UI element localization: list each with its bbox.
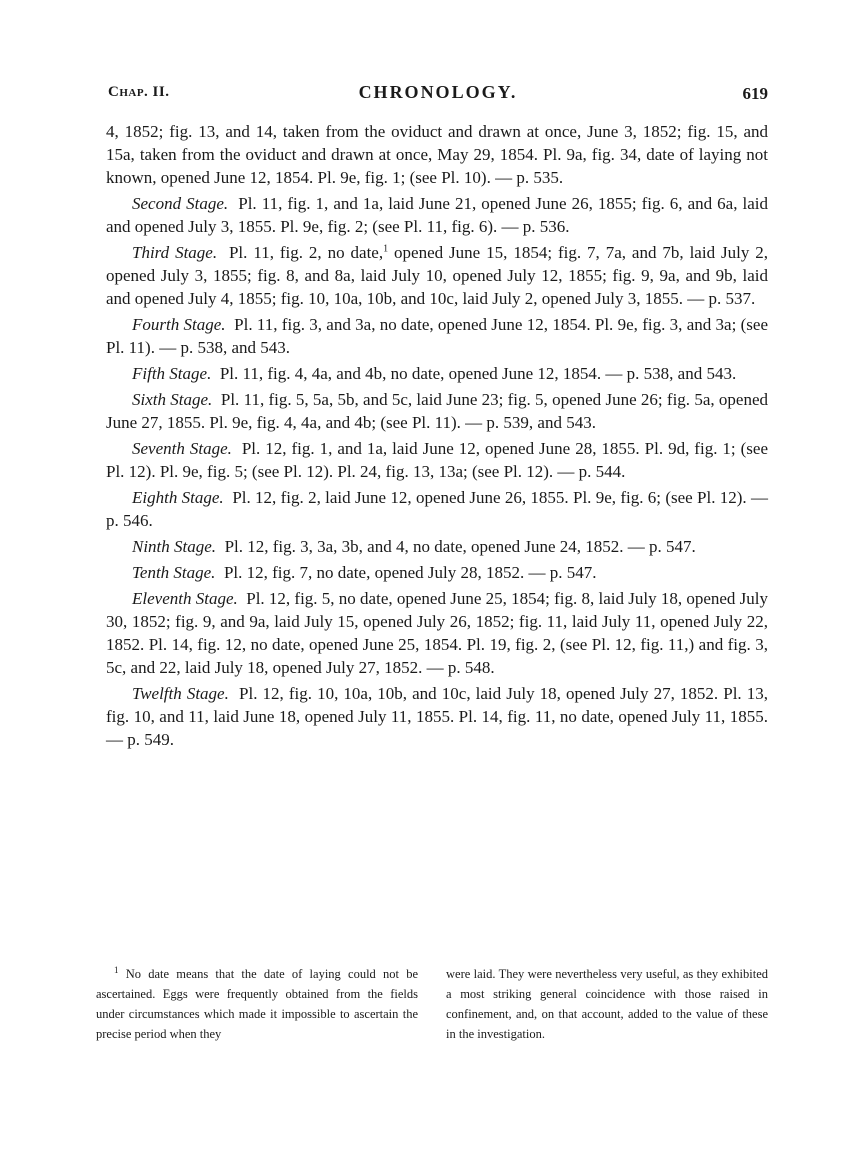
- footnote-left-column: [96, 964, 418, 1044]
- stage-heading: Eleventh Stage.: [132, 589, 238, 608]
- paragraph-continuation: [106, 120, 768, 189]
- chapter-label: Chap. II.: [108, 84, 170, 100]
- paragraph-second-stage: [106, 192, 768, 238]
- stage-heading: Fifth Stage.: [132, 364, 212, 383]
- footnote-text: were laid. They were nevertheless very useful, as they exhibited a most striking general coincidence with those raised in confinement, and, on that account, added to the value of these in the investigation.: [446, 967, 768, 1041]
- paragraph-eleventh-stage: [106, 587, 768, 679]
- page-number: 619: [742, 84, 768, 103]
- paragraph-fifth-stage: [106, 362, 768, 385]
- footnote-mark: 1: [114, 964, 119, 975]
- running-title: CHRONOLOGY.: [358, 82, 518, 102]
- running-head: [108, 80, 768, 108]
- main-text: [106, 120, 768, 754]
- paragraph-text: Pl. 12, fig. 5, no date, opened June 25, 1854; fig. 8, laid July 18, opened July 30, 1852; fig. 9, and 9a, laid July 15, opened July 26, 1852; fig. 11, laid July 11, opened July 22, 1852. Pl. 14, fig. 12, no date, opened June 25, 1854. Pl. 19, fig. 2, (see Pl. 12, fig. 11,) and fig. 3, 5c, and 22, laid July 18, opened July 27, 1852. — p. 548.: [106, 589, 768, 677]
- stage-heading: Eighth Stage.: [132, 488, 224, 507]
- paragraph-text: Pl. 12, fig. 2, laid June 12, opened June 26, 1855. Pl. 9e, fig. 6; (see Pl. 12). — p. 546.: [106, 488, 768, 530]
- paragraph-third-stage: [106, 241, 768, 310]
- paragraph-text: Pl. 11, fig. 2, no date,: [228, 243, 384, 262]
- paragraph-text: Pl. 11, fig. 3, and 3a, no date, opened June 12, 1854. Pl. 9e, fig. 3, and 3a; (see Pl. 11). — p. 538, and 543.: [106, 315, 768, 357]
- paragraph-text: Pl. 12, fig. 10, 10a, 10b, and 10c, laid July 18, opened July 27, 1852. Pl. 13, fig. 10, and 11, laid June 18, opened July 11, 1855. Pl. 14, fig. 11, no date, opened July 11, 1855. — p. 549.: [106, 684, 769, 749]
- footnote-right-column: [446, 964, 768, 1044]
- paragraph-tenth-stage: [106, 561, 768, 584]
- stage-heading: Ninth Stage.: [132, 537, 217, 556]
- stage-heading: Twelfth Stage.: [132, 684, 229, 703]
- paragraph-text: 4, 1852; fig. 13, and 14, taken from the oviduct and drawn at once, June 3, 1852; fig. 15, and 15a, taken from the oviduct and drawn at once, May 29, 1854. Pl. 9a, fig. 34, date of laying not known, opened June 12, 1854. Pl. 9e, fig. 1; (see Pl. 10). — p. 535.: [106, 122, 768, 187]
- stage-heading: Third Stage.: [132, 243, 218, 262]
- stage-heading: Sixth Stage.: [132, 390, 213, 409]
- stage-heading: Tenth Stage.: [132, 563, 216, 582]
- paragraph-text: Pl. 12, fig. 3, 3a, 3b, and 4, no date, opened June 24, 1852. — p. 547.: [224, 537, 696, 556]
- paragraph-text: Pl. 12, fig. 1, and 1a, laid June 12, opened June 28, 1855. Pl. 9d, fig. 1; (see Pl. 12). Pl. 9e, fig. 5; (see Pl. 12). Pl. 24, fig. 13, 13a; (see Pl. 12). — p. 544.: [106, 439, 768, 481]
- paragraph-text: opened June 15, 1854; fig. 7, 7a, and 7b, laid July 2, opened July 3, 1855; fig. 8, and 8a, laid July 10, opened July 12, 1855; fig. 9, 9a, and 9b, laid and opened July 4, 1855; fig. 10, 10a, 10b, and 10c, laid July 2, opened July 3, 1855. — p. 537.: [106, 243, 769, 308]
- paragraph-text: Pl. 12, fig. 7, no date, opened July 28, 1852. — p. 547.: [223, 563, 597, 582]
- stage-heading: Fourth Stage.: [132, 315, 226, 334]
- paragraph-fourth-stage: [106, 313, 768, 359]
- paragraph-sixth-stage: [106, 388, 768, 434]
- stage-heading: Second Stage.: [132, 194, 229, 213]
- paragraph-text: Pl. 11, fig. 1, and 1a, laid June 21, opened June 26, 1855; fig. 6, and 6a, laid and opened July 3, 1855. Pl. 9e, fig. 2; (see Pl. 11, fig. 6). — p. 536.: [106, 194, 769, 236]
- footnote-text: No date means that the date of laying could not be ascertained. Eggs were frequently obtained from the fields under circumstances which made it impossible to ascertain the precise period when they: [96, 967, 419, 1041]
- paragraph-ninth-stage: [106, 535, 768, 558]
- stage-heading: Seventh Stage.: [132, 439, 232, 458]
- paragraph-text: Pl. 11, fig. 5, 5a, 5b, and 5c, laid June 23; fig. 5, opened June 26; fig. 5a, opened June 27, 1855. Pl. 9e, fig. 4, 4a, and 4b; (see Pl. 11). — p. 539, and 543.: [106, 390, 768, 432]
- paragraph-twelfth-stage: [106, 682, 768, 751]
- footnote-reference[interactable]: 1: [383, 243, 389, 255]
- paragraph-eighth-stage: [106, 486, 768, 532]
- paragraph-seventh-stage: [106, 437, 768, 483]
- paragraph-text: Pl. 11, fig. 4, 4a, and 4b, no date, opened June 12, 1854. — p. 538, and 543.: [219, 364, 737, 383]
